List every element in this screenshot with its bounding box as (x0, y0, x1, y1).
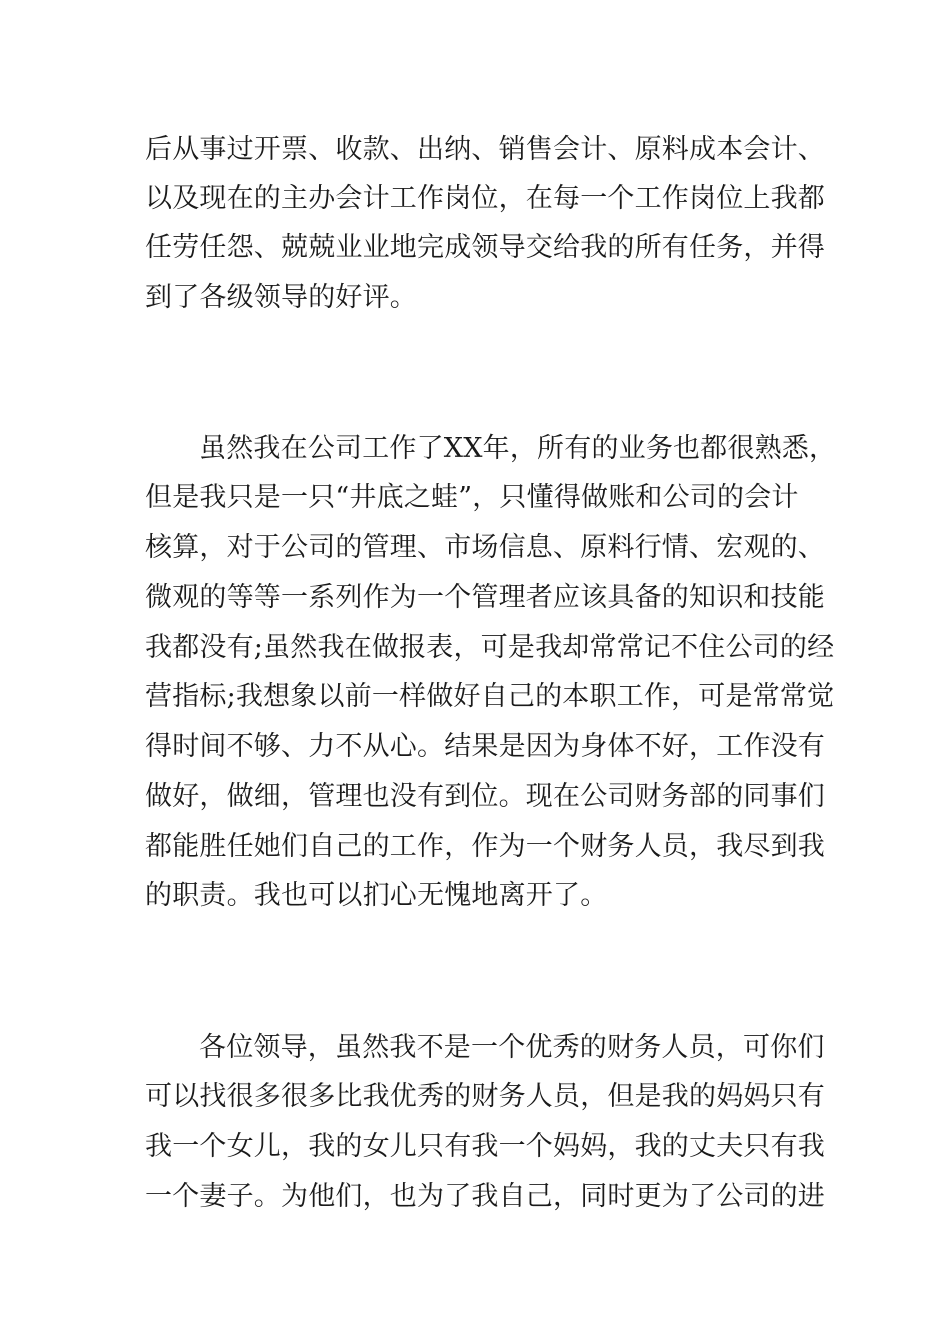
paragraph-2-line-9: 都能胜任她们自己的工作，作为一个财务人员，我尽到我 (145, 831, 825, 862)
paragraph-2-line-4: 微观的等等一系列作为一个管理者应该具备的知识和技能 (145, 582, 825, 613)
paragraph-1-line-4: 到了各级领导的好评。 (145, 282, 417, 313)
paragraph-3-line-2: 可以找很多很多比我优秀的财务人员，但是我的妈妈只有 (145, 1081, 825, 1112)
paragraph-1-line-3: 任劳任怨、兢兢业业地完成领导交给我的所有任务，并得 (145, 232, 825, 263)
paragraph-2-line-5: 我都没有;虽然我在做报表，可是我却常常记不住公司的经 (145, 632, 835, 663)
paragraph-2-line-8: 做好，做细，管理也没有到位。现在公司财务部的同事们 (145, 781, 825, 812)
paragraph-3-line-3: 我一个女儿，我的女儿只有我一个妈妈，我的丈夫只有我 (145, 1131, 825, 1162)
paragraph-2-line-2: 但是我只是一只“井底之蛙”，只懂得做账和公司的会计 (145, 482, 799, 513)
paragraph-3-line-4: 一个妻子。为他们，也为了我自己，同时更为了公司的进 (145, 1181, 825, 1212)
paragraph-2-line-10: 的职责。我也可以扪心无愧地离开了。 (145, 880, 608, 911)
paragraph-1-line-2: 以及现在的主办会计工作岗位，在每一个工作岗位上我都 (145, 183, 825, 214)
paragraph-2-line-6: 营指标;我想象以前一样做好自己的本职工作，可是常常觉 (145, 681, 835, 712)
paragraph-3-line-1: 各位领导，虽然我不是一个优秀的财务人员，可你们 (199, 1032, 825, 1063)
paragraph-2-line-7: 得时间不够、力不从心。结果是因为身体不好，工作没有 (145, 731, 825, 762)
paragraph-1-line-1: 后从事过开票、收款、出纳、销售会计、原料成本会计、 (145, 134, 825, 165)
paragraph-2-line-3: 核算，对于公司的管理、市场信息、原料行情、宏观的、 (145, 532, 825, 563)
paragraph-2-line-1: 虽然我在公司工作了XX年，所有的业务也都很熟悉， (199, 433, 837, 464)
